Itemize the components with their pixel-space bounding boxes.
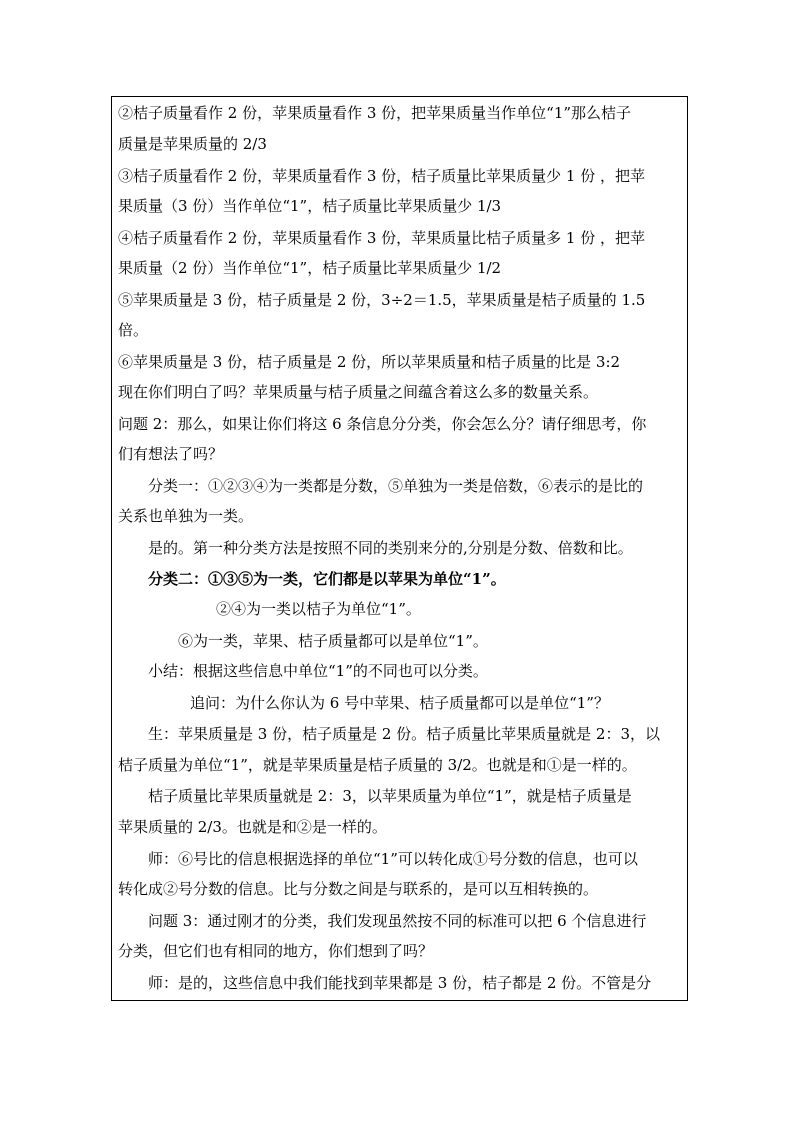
text-line: 质量是苹果质量的 2/3 [118, 135, 267, 153]
text-line: 分类，但它们也有相同的地方，你们想到了吗？ [118, 942, 434, 960]
text-line: ②④为一类以桔子为单位“1”。 [216, 600, 421, 618]
text-line: 倍。 [118, 321, 149, 339]
text-line: 是的。第一种分类方法是按照不同的类别来分的,分别是分数、倍数和比。 [148, 539, 633, 557]
text-line: 追问：为什么你认为 6 号中苹果、桔子质量都可以是单位“1”？ [190, 694, 609, 712]
text-line: 师：⑥号比的信息根据选择的单位“1”可以转化成①号分数的信息，也可以 [148, 850, 638, 868]
text-line: ⑥为一类，苹果、桔子质量都可以是单位“1”。 [178, 632, 488, 650]
text-line: 师：是的，这些信息中我们能找到苹果都是 3 份，桔子都是 2 份。不管是分 [148, 974, 652, 992]
text-line: ⑥苹果质量是 3 份，桔子质量是 2 份，所以苹果质量和桔子质量的比是 3:2 [118, 353, 621, 371]
text-line: 分类一：①②③④为一类都是分数，⑤单独为一类是倍数，⑥表示的是比的 [148, 477, 644, 495]
text-line: 现在你们明白了吗？苹果质量与桔子质量之间蕴含着这么多的数量关系。 [118, 383, 599, 401]
text-line: 小结：根据这些信息中单位“1”的不同也可以分类。 [148, 662, 488, 680]
text-line: 问题 3：通过刚才的分类，我们发现虽然按不同的标准可以把 6 个信息进行 [148, 912, 647, 930]
text-line: 们有想法了吗？ [118, 445, 224, 463]
text-line: 桔子质量比苹果质量就是 2：3，以苹果质量为单位“1”，就是桔子质量是 [148, 787, 632, 805]
text-line: 桔子质量为单位“1”，就是苹果质量是桔子质量的 3/2。也就是和①是一样的。 [118, 756, 637, 774]
text-line: 苹果质量的 2/3。也就是和②是一样的。 [118, 818, 387, 836]
text-line: 果质量（3 份）当作单位“1”，桔子质量比苹果质量少 1/3 [118, 197, 502, 215]
text-line: ②桔子质量看作 2 份，苹果质量看作 3 份，把苹果质量当作单位“1”那么桔子 [118, 104, 632, 122]
text-line: ③桔子质量看作 2 份，苹果质量看作 3 份，桔子质量比苹果质量少 1 份 ，把苹 [118, 167, 646, 185]
text-line: 关系也单独为一类。 [118, 507, 254, 525]
text-line: ⑤苹果质量是 3 份，桔子质量是 2 份，3÷2＝1.5，苹果质量是桔子质量的 1.5 [118, 291, 646, 309]
text-line: 果质量（2 份）当作单位“1”，桔子质量比苹果质量少 1/2 [118, 259, 502, 277]
text-line: 分类二：①③⑤为一类，它们都是以苹果为单位“1”。 [148, 570, 506, 588]
text-line: 转化成②号分数的信息。比与分数之间是与联系的，是可以互相转换的。 [118, 880, 599, 898]
text-line: 问题 2：那么，如果让你们将这 6 条信息分分类，你会怎么分？请仔细思考，你 [118, 415, 647, 433]
text-line: ④桔子质量看作 2 份，苹果质量看作 3 份，苹果质量比桔子质量多 1 份 ，把苹 [118, 229, 646, 247]
text-line: 生：苹果质量是 3 份，桔子质量是 2 份。桔子质量比苹果质量就是 2：3，以 [148, 725, 661, 743]
